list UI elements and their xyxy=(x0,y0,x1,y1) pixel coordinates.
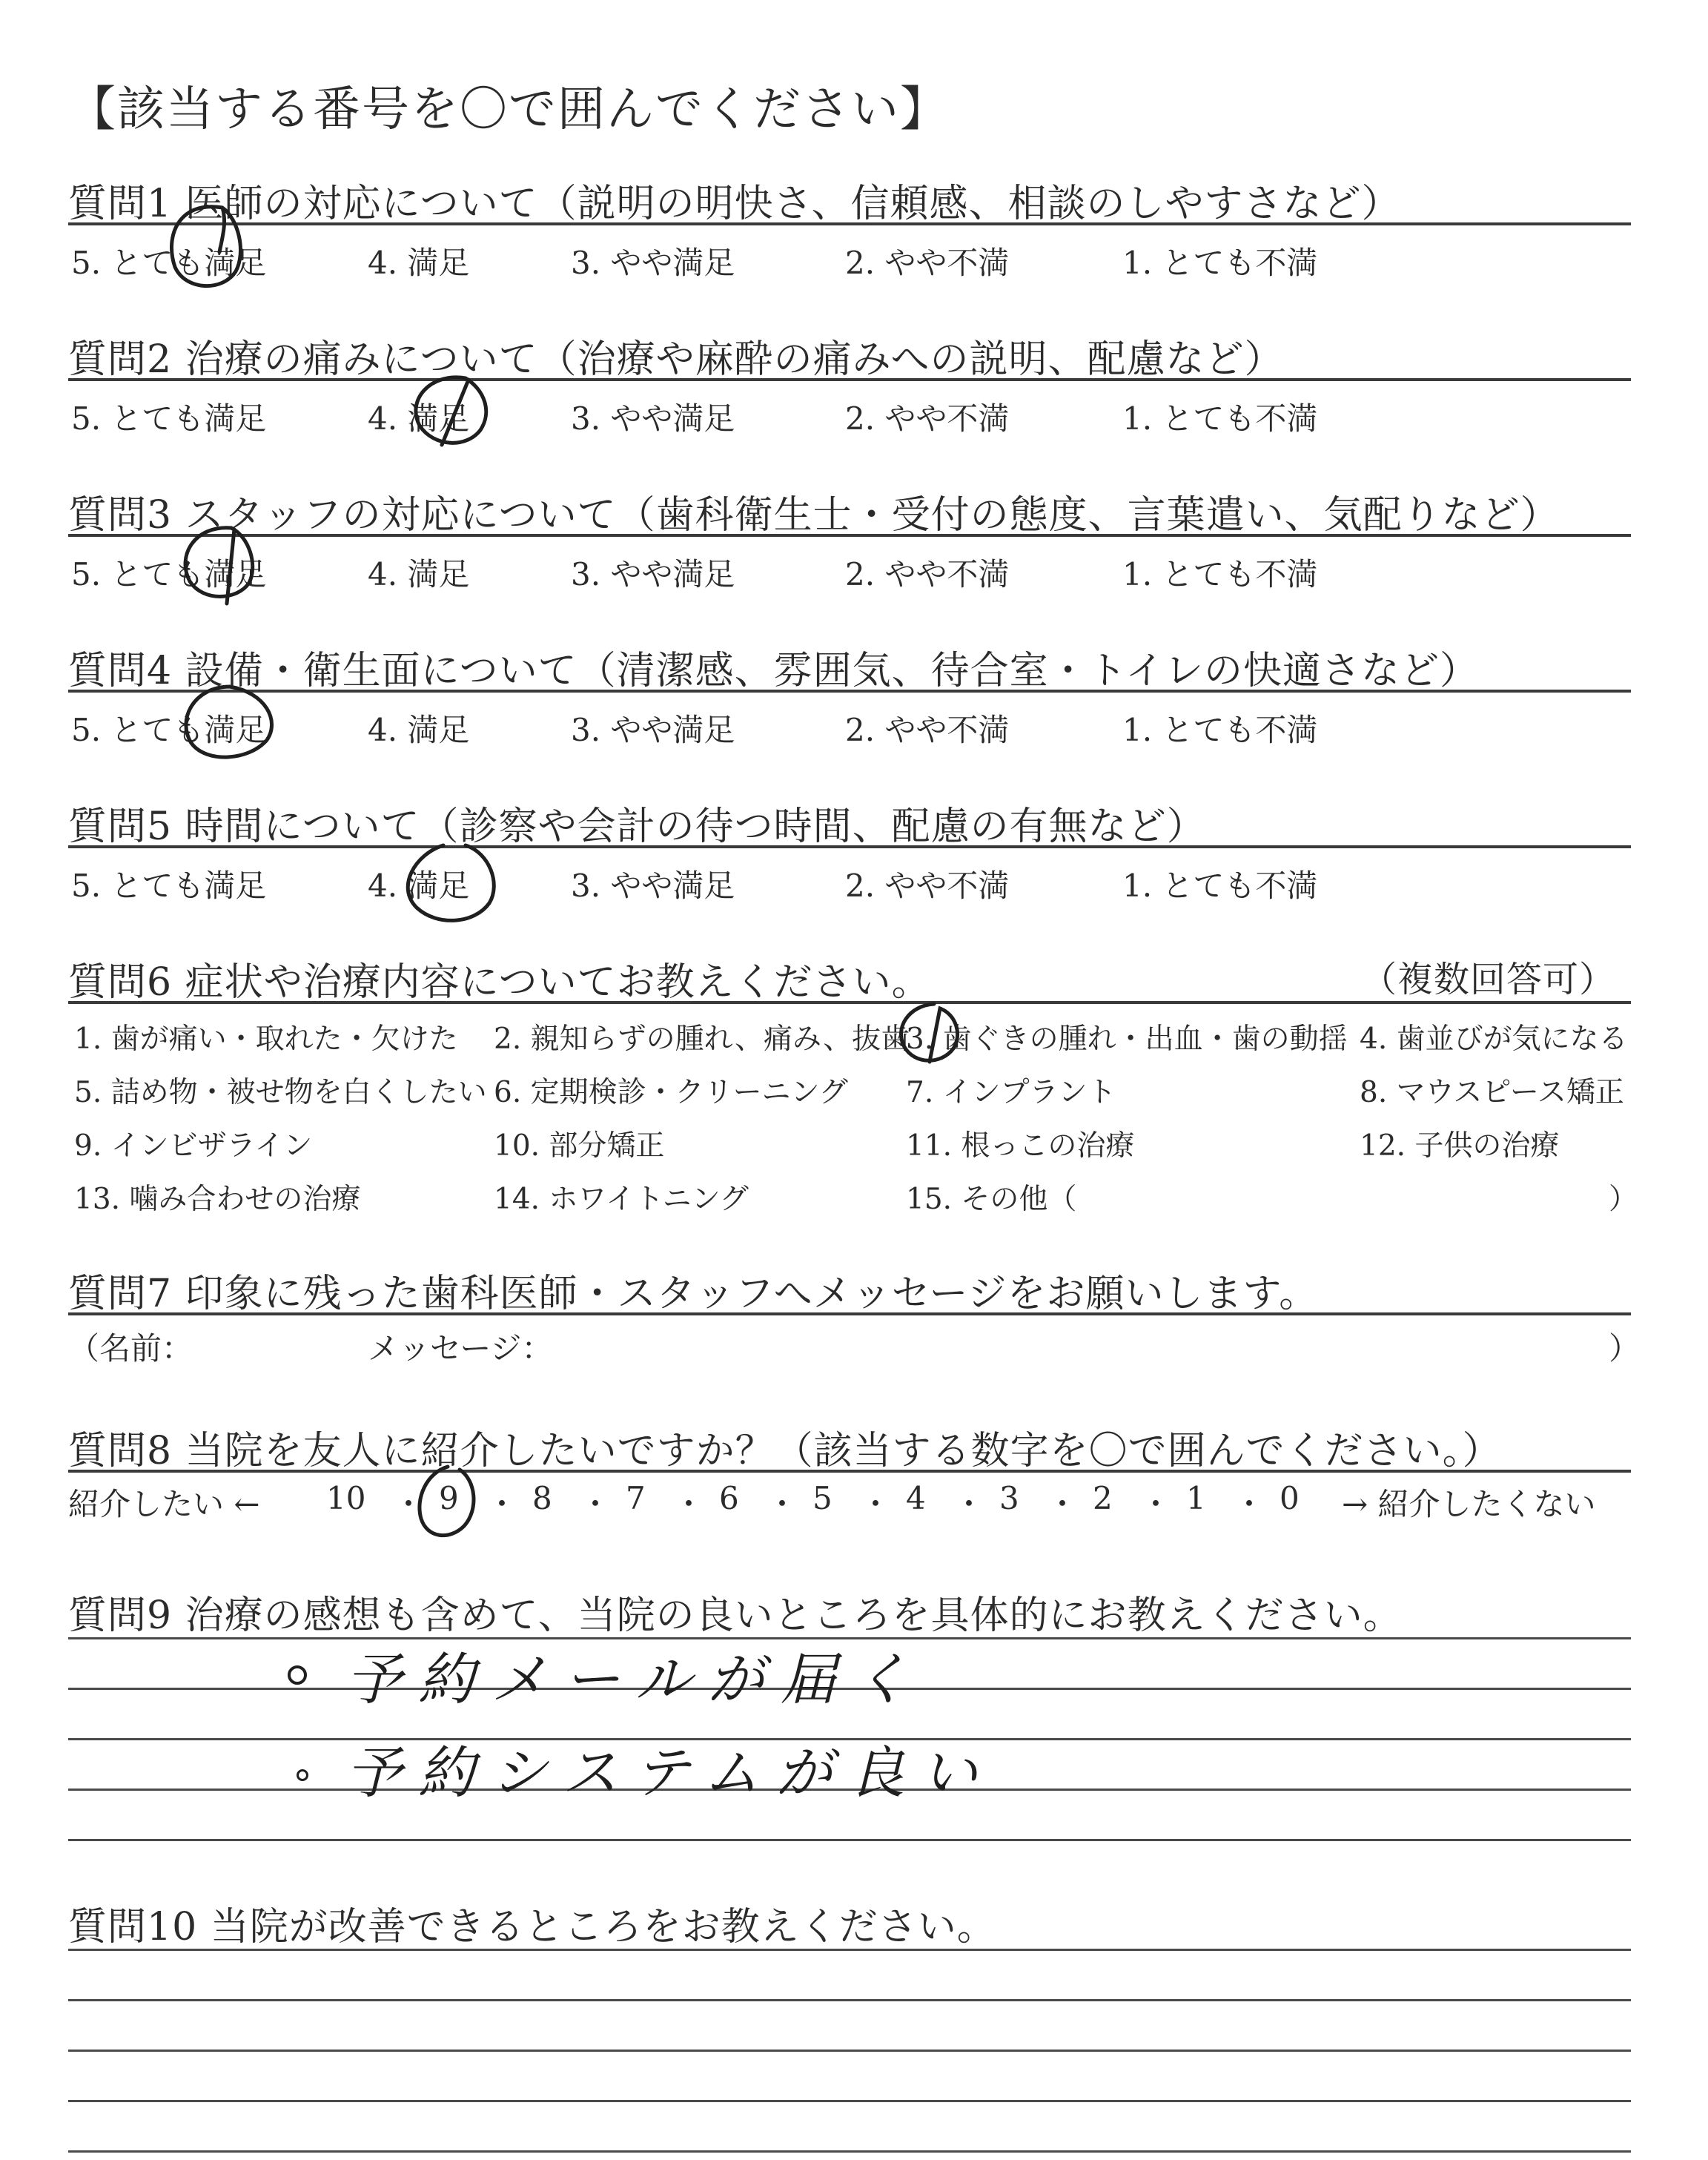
q6-option-4[interactable]: 4. 歯並びが気になる xyxy=(1360,1023,1628,1056)
q8-scale-1[interactable]: 1 xyxy=(1186,1480,1206,1516)
q6-option-13[interactable]: 13. 噛み合わせの治療 xyxy=(74,1183,361,1216)
q8-scale-5[interactable]: 5 xyxy=(812,1480,833,1516)
q8-scale-dot: ・ xyxy=(486,1486,518,1522)
q7-message-label[interactable]: メッセージ： xyxy=(368,1330,553,1367)
question-4-rule xyxy=(68,690,1631,693)
q8-scale-dot: ・ xyxy=(1140,1486,1172,1522)
q8-scale-dot: ・ xyxy=(580,1486,612,1522)
q8-right-label: → 紹介したくない xyxy=(1342,1486,1596,1522)
q5-option-3[interactable]: 3. やや満足 xyxy=(571,868,735,904)
q3-option-1[interactable]: 1. とても不満 xyxy=(1122,556,1318,592)
q9-answer-1: 予約メールが届く xyxy=(345,1646,926,1712)
question-3-title: 質問3 スタッフの対応について（歯科衛生士・受付の態度、言葉遣い、気配りなど） xyxy=(68,493,1560,538)
q2-option-5[interactable]: 5. とても満足 xyxy=(71,400,267,437)
q8-scale-dot: ・ xyxy=(393,1486,425,1522)
q1-option-3[interactable]: 3. やや満足 xyxy=(571,245,735,281)
q10-line-4 xyxy=(68,2100,1631,2102)
question-6-note: （複数回答可） xyxy=(1361,959,1616,1000)
bullet-icon xyxy=(288,1665,307,1685)
q8-scale-9[interactable]: 9 xyxy=(439,1480,459,1516)
q3-option-5[interactable]: 5. とても満足 xyxy=(71,556,267,592)
question-3-rule xyxy=(68,534,1631,537)
question-6-title: 質問6 症状や治療内容についてお教えください。 xyxy=(68,960,931,1005)
q8-scale-dot: ・ xyxy=(1047,1486,1079,1522)
q8-scale-dot: ・ xyxy=(673,1486,705,1522)
q2-option-4[interactable]: 4. 満足 xyxy=(368,400,470,437)
q1-option-1[interactable]: 1. とても不満 xyxy=(1122,245,1318,281)
q4-option-5[interactable]: 5. とても満足 xyxy=(71,712,267,748)
question-10-title: 質問10 当院が改善できるところをお教えください。 xyxy=(68,1905,996,1949)
q4-option-1[interactable]: 1. とても不満 xyxy=(1122,712,1318,748)
q10-line-3 xyxy=(68,2050,1631,2052)
q6-option-2[interactable]: 2. 親知らずの腫れ、痛み、抜歯 xyxy=(494,1023,910,1056)
q6-option-12[interactable]: 12. 子供の治療 xyxy=(1360,1129,1560,1163)
question-2-rule xyxy=(68,378,1631,381)
question-8-rule xyxy=(68,1470,1631,1473)
question-7-title: 質問7 印象に残った歯科医師・スタッフへメッセージをお願いします。 xyxy=(68,1272,1319,1316)
q6-option-5[interactable]: 5. 詰め物・被せ物を白くしたい xyxy=(74,1076,487,1109)
q4-option-4[interactable]: 4. 満足 xyxy=(368,712,470,748)
q4-option-3[interactable]: 3. やや満足 xyxy=(571,712,735,748)
q6-option-14[interactable]: 14. ホワイトニング xyxy=(494,1183,749,1216)
q6-option-8[interactable]: 8. マウスピース矯正 xyxy=(1360,1076,1624,1109)
q9-answer-2: 予約システムが良い xyxy=(345,1740,994,1806)
bullet-icon xyxy=(297,1769,308,1781)
q5-option-4[interactable]: 4. 満足 xyxy=(368,868,470,904)
q4-option-2[interactable]: 2. やや不満 xyxy=(845,712,1010,748)
q6-option-7[interactable]: 7. インプラント xyxy=(906,1076,1116,1109)
q6-option-15-close: ） xyxy=(1609,1183,1638,1216)
q2-option-2[interactable]: 2. やや不満 xyxy=(845,400,1010,437)
q10-line-2 xyxy=(68,1999,1631,2001)
question-8-title: 質問8 当院を友人に紹介したいですか？（該当する数字を〇で囲んでください。） xyxy=(68,1429,1502,1473)
q6-option-1[interactable]: 1. 歯が痛い・取れた・欠けた xyxy=(74,1023,458,1056)
q6-option-11[interactable]: 11. 根っこの治療 xyxy=(906,1129,1135,1163)
q8-scale-8[interactable]: 8 xyxy=(532,1480,552,1516)
q8-scale-dot: ・ xyxy=(1234,1486,1265,1522)
q1-option-5[interactable]: 5. とても満足 xyxy=(71,245,267,281)
question-5-rule xyxy=(68,845,1631,848)
q10-line-5 xyxy=(68,2150,1631,2153)
q5-option-2[interactable]: 2. やや不満 xyxy=(845,868,1010,904)
q6-option-15[interactable]: 15. その他（ xyxy=(906,1183,1077,1216)
q2-option-3[interactable]: 3. やや満足 xyxy=(571,400,735,437)
question-9-title: 質問9 治療の感想も含めて、当院の良いところを具体的にお教えください。 xyxy=(68,1593,1403,1638)
q8-scale-3[interactable]: 3 xyxy=(999,1480,1019,1516)
question-4-title: 質問4 設備・衛生面について（清潔感、雰囲気、待合室・トイレの快適さなど） xyxy=(68,649,1479,693)
q8-left-label: 紹介したい ← xyxy=(68,1486,260,1522)
q1-option-4[interactable]: 4. 満足 xyxy=(368,245,470,281)
question-1-rule xyxy=(68,222,1631,225)
q10-line-1 xyxy=(68,1949,1631,1951)
question-1-title: 質問1 医師の対応について（説明の明快さ、信頼感、相談のしやすさなど） xyxy=(68,182,1401,226)
q3-option-2[interactable]: 2. やや不満 xyxy=(845,556,1010,592)
question-2-title: 質問2 治療の痛みについて（治療や麻酔の痛みへの説明、配慮など） xyxy=(68,337,1284,382)
form-header: 【該当する番号を〇で囲んでください】 xyxy=(68,82,949,137)
q7-name-label[interactable]: （名前： xyxy=(68,1330,193,1367)
q7-close-paren: ） xyxy=(1609,1330,1641,1367)
question-6-rule xyxy=(68,1001,1631,1004)
question-7-rule xyxy=(68,1312,1631,1315)
q8-scale-dot: ・ xyxy=(860,1486,892,1522)
q3-option-3[interactable]: 3. やや満足 xyxy=(571,556,735,592)
question-5-title: 質問5 時間について（診察や会計の待つ時間、配慮の有無など） xyxy=(68,805,1206,849)
q2-option-1[interactable]: 1. とても不満 xyxy=(1122,400,1318,437)
q8-scale-2[interactable]: 2 xyxy=(1093,1480,1113,1516)
q6-option-3[interactable]: 3. 歯ぐきの腫れ・出血・歯の動揺 xyxy=(906,1023,1348,1056)
q6-option-9[interactable]: 9. インビザライン xyxy=(74,1129,313,1163)
q8-scale-7[interactable]: 7 xyxy=(626,1480,646,1516)
q8-scale-4[interactable]: 4 xyxy=(906,1480,926,1516)
q8-scale-dot: ・ xyxy=(767,1486,798,1522)
q8-scale-10[interactable]: 10 xyxy=(326,1480,366,1516)
q3-option-4[interactable]: 4. 満足 xyxy=(368,556,470,592)
q6-option-10[interactable]: 10. 部分矯正 xyxy=(494,1129,665,1163)
q8-scale-dot: ・ xyxy=(953,1486,985,1522)
q8-scale-6[interactable]: 6 xyxy=(719,1480,739,1516)
q5-option-1[interactable]: 1. とても不満 xyxy=(1122,868,1318,904)
q8-scale-0[interactable]: 0 xyxy=(1280,1480,1300,1516)
q1-option-2[interactable]: 2. やや不満 xyxy=(845,245,1010,281)
q9-line-5 xyxy=(68,1839,1631,1841)
q5-option-5[interactable]: 5. とても満足 xyxy=(71,868,267,904)
q6-option-6[interactable]: 6. 定期検診・クリーニング xyxy=(494,1076,848,1109)
